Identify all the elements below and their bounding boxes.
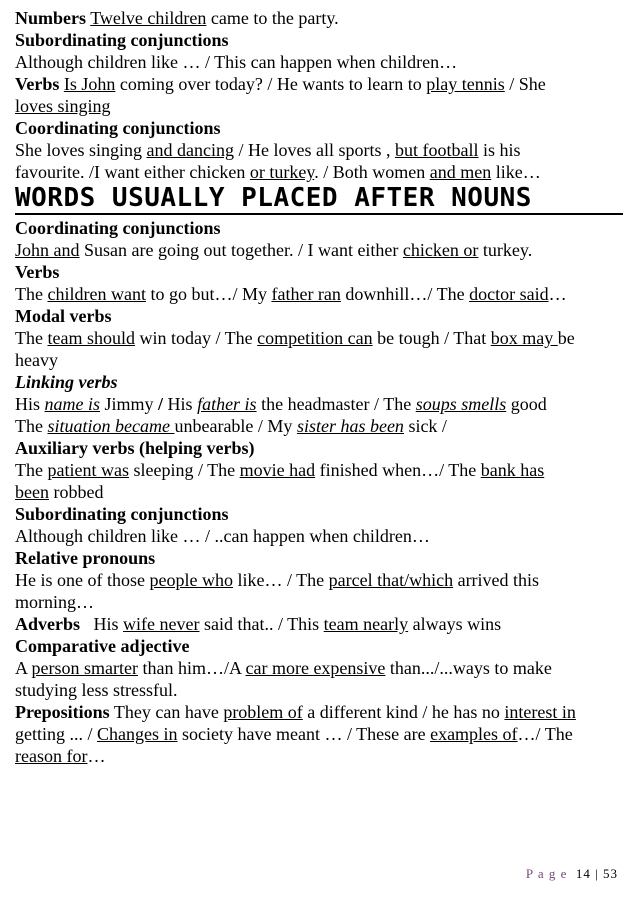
link1-text-e: good: [506, 394, 547, 414]
comparative-line-1: [15, 657, 623, 679]
comparative-heading: Comparative adjective: [15, 636, 190, 656]
verbs-text-mid: coming over today? / He wants to learn to: [115, 74, 427, 94]
sub-conj-heading: Subordinating conjunctions: [15, 504, 229, 524]
coord-example-4: and men: [429, 162, 492, 182]
prep-text-f: …: [87, 746, 106, 766]
numbers-example: Twelve children: [90, 8, 207, 28]
coord-example-1: and dancing: [146, 140, 234, 160]
link2-example-1: situation became: [47, 416, 175, 436]
verbs-after-example-3: doctor said: [469, 284, 549, 304]
aux-text-b: sleeping / The: [128, 460, 240, 480]
sub-conj-line: Although children like … / ..can happen when children…: [15, 526, 430, 546]
link2-text-c: sick /: [403, 416, 447, 436]
link1-text-b: Jimmy: [100, 394, 159, 414]
coord-after-example-1: John and: [15, 240, 80, 260]
aux-text-d: robbed: [48, 482, 104, 502]
link2-example-2: sister has been: [296, 416, 404, 436]
aux-heading: Auxiliary verbs (helping verbs): [15, 438, 255, 458]
coord-example-3: or turkey: [249, 162, 315, 182]
relative-line-2: morning…: [15, 592, 94, 612]
aux-example-4: been: [15, 482, 49, 502]
aux-example-1: patient was: [47, 460, 129, 480]
coord-conj-heading-top: Coordinating conjunctions: [15, 118, 221, 138]
linking-heading: Linking verbs: [15, 372, 118, 392]
modal-example-1: team should: [47, 328, 135, 348]
modal-text-d: be: [557, 328, 575, 348]
prepositions-line-3: [15, 745, 623, 767]
rel-text-a: He is one of those: [15, 570, 150, 590]
page-footer: [526, 866, 618, 882]
verbs-text-mid2: / She: [504, 74, 546, 94]
prep-text-b: a different kind / he has no: [302, 702, 505, 722]
verbs-example-3: loves singing: [15, 96, 111, 116]
prep-text-c: getting ... /: [15, 724, 97, 744]
verbs-after-example-1: children want: [47, 284, 146, 304]
prep-example-5: reason for: [15, 746, 88, 766]
verbs-after-text-c: downhill…/ The: [340, 284, 470, 304]
linking-line-2: [15, 415, 623, 437]
numbers-line: [15, 7, 623, 29]
rel-text-b: like… / The: [232, 570, 329, 590]
aux-line-2: [15, 481, 623, 503]
adv-example-2: team nearly: [323, 614, 409, 634]
aux-line-1: [15, 459, 623, 481]
comp-text-a: A: [15, 658, 32, 678]
verbs-example-1: Is John: [63, 74, 116, 94]
modal-text-b: win today / The: [134, 328, 258, 348]
coord-example-2: but football: [394, 140, 479, 160]
link1-slash: /: [158, 394, 164, 414]
footer-label: P a g e: [525, 866, 576, 881]
adverbs-line: [15, 613, 623, 635]
prep-example-3: Changes in: [97, 724, 178, 744]
link1-example-2: father is: [197, 394, 257, 414]
prep-text-e: …/ The: [517, 724, 573, 744]
verbs-line-top-2: [15, 95, 623, 117]
prepositions-label: Prepositions: [15, 702, 110, 722]
adverbs-label: Adverbs: [15, 614, 81, 634]
modal-heading: Modal verbs: [15, 306, 112, 326]
rel-text-c: arrived this: [453, 570, 540, 590]
aux-example-3: bank has: [480, 460, 545, 480]
prepositions-line-2: [15, 723, 623, 745]
verbs-line-top: [15, 73, 623, 95]
verbs-line: [15, 283, 623, 305]
sub-conj-line-top: Although children like … / This can happen when children…: [15, 52, 458, 72]
comp-text-c: than.../...ways to make: [385, 658, 552, 678]
link1-text-d: the headmaster / The: [256, 394, 416, 414]
relative-heading: Relative pronouns: [15, 548, 156, 568]
page-number: 14 | 53: [575, 866, 618, 881]
coord-conj-heading: Coordinating conjunctions: [15, 218, 221, 238]
prep-text-a: They can have: [109, 702, 224, 722]
adv-text-a: His: [80, 614, 124, 634]
numbers-rest: came to the party.: [206, 8, 339, 28]
prepositions-line-1: [15, 701, 623, 723]
prep-example-2: interest in: [504, 702, 576, 722]
coord-text-e: . / Both women: [314, 162, 430, 182]
verbs-heading: Verbs: [15, 262, 60, 282]
coord-line-top-2: [15, 161, 623, 183]
modal-line: [15, 327, 623, 349]
verbs-after-text-b: to go but…/ My: [145, 284, 272, 304]
comp-example-1: person smarter: [31, 658, 138, 678]
link2-text-b: unbearable / My: [174, 416, 297, 436]
numbers-label: Numbers: [15, 8, 86, 28]
modal-example-2: competition can: [257, 328, 373, 348]
linking-line-1: [15, 393, 623, 415]
coord-text-f: like…: [491, 162, 541, 182]
coord-after-text-a: Susan are going out together. / I want either: [79, 240, 403, 260]
adv-text-c: always wins: [408, 614, 502, 634]
verbs-label: Verbs: [15, 74, 60, 94]
prep-text-d: society have meant … / These are: [177, 724, 431, 744]
modal-example-3: box may: [490, 328, 558, 348]
coord-text-c: is his: [478, 140, 521, 160]
coord-text-b: / He loves all sports ,: [233, 140, 395, 160]
modal-text-a: The: [15, 328, 48, 348]
link1-example-3: soups smells: [415, 394, 507, 414]
relative-line-1: [15, 569, 623, 591]
coord-text-d: favourite. /I want either chicken: [15, 162, 250, 182]
coord-line-top-1: [15, 139, 623, 161]
link1-text-c: His: [163, 394, 198, 414]
comp-text-b: than him…/A: [137, 658, 246, 678]
comp-example-2: car more expensive: [245, 658, 386, 678]
adv-example-1: wife never: [123, 614, 200, 634]
rel-example-2: parcel that/which: [328, 570, 454, 590]
verbs-example-2: play tennis: [426, 74, 505, 94]
coord-line: [15, 239, 623, 261]
rel-example-1: people who: [149, 570, 233, 590]
verbs-after-text-d: …: [548, 284, 567, 304]
page-content: [15, 7, 623, 767]
coord-text-a: She loves singing: [15, 140, 147, 160]
coord-after-example-2: chicken or: [402, 240, 479, 260]
modal-line-2: heavy: [15, 350, 58, 370]
verbs-after-example-2: father ran: [271, 284, 341, 304]
aux-text-c: finished when…/ The: [315, 460, 481, 480]
adv-text-b: said that.. / This: [199, 614, 324, 634]
link1-text-a: His: [15, 394, 45, 414]
section-title: WORDS USUALLY PLACED AFTER NOUNS: [15, 183, 623, 215]
verbs-after-text-a: The: [15, 284, 48, 304]
sub-conj-heading-top: Subordinating conjunctions: [15, 30, 229, 50]
link1-example-1: name is: [44, 394, 101, 414]
comparative-line-2: studying less stressful.: [15, 680, 178, 700]
aux-example-2: movie had: [239, 460, 316, 480]
modal-text-c: be tough / That: [372, 328, 491, 348]
aux-text-a: The: [15, 460, 48, 480]
prep-example-4: examples of: [430, 724, 518, 744]
link2-text-a: The: [15, 416, 48, 436]
prep-example-1: problem of: [223, 702, 303, 722]
coord-after-text-b: turkey.: [478, 240, 533, 260]
